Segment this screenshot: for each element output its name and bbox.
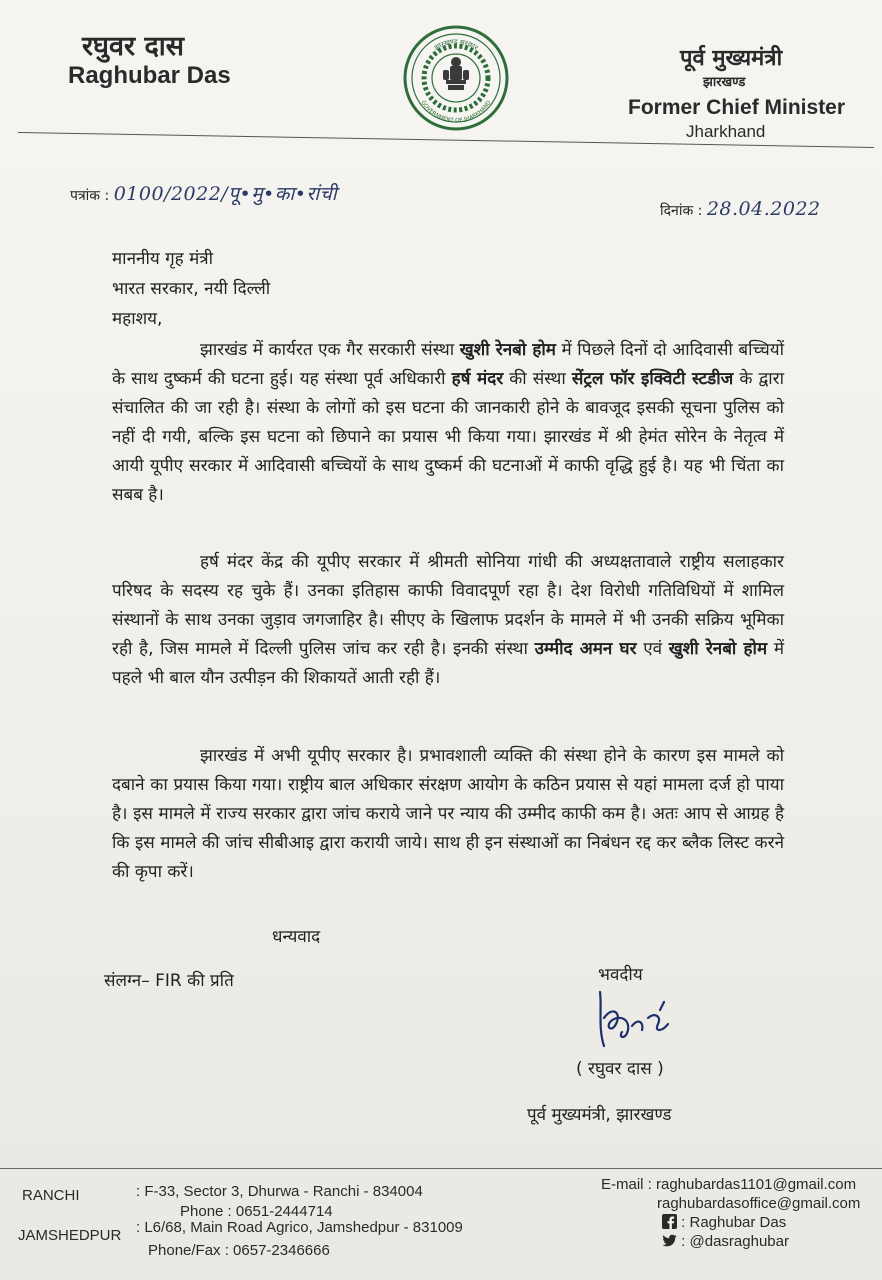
thanks-text: धन्यवाद [272,927,321,947]
jamshedpur-phone: Phone/Fax : 0657-2346666 [148,1242,330,1259]
ranchi-phone: Phone : 0651-2444714 [180,1203,333,1220]
reference-number: 0100/2022/पू•मु•का•रांची [113,183,338,205]
paragraph-text: झारखंड में अभी यूपीए सरकार है। प्रभावशाली व्यक्ति की संस्था होने के कारण इस मामले को दबाने का प्रयास किया गया। राष्ट्रीय बाल अधिकार संरक्षण आयोग के कठिन प्रयास से यहां मामला दर्ज हो पाया है। इस मामले में राज्य सरकार द्वारा जांच कराये जाने पर न्याय की उम्मीद काफी कम है। अतः आप से आग्रह है कि इस मामले की जांच सीबीआइ द्वारा करायी जाये। साथ ही इन संस्थाओं का निबंधन रद्द कर ब्लैक लिस्ट करने की कृपा करें। [112,746,784,882]
paragraph-text: हर्ष मंदर केंद्र की यूपीए सरकार में श्रीमती सोनिया गांधी की अध्यक्षतावाले राष्ट्रीय सलाहकार परिषद के सदस्य रह चुके हैं। उनका इतिहास काफी विवादपूर्ण रहा है। देश विरोधी गतिविधियों में शामिल संस्थानों के साथ उनका जुड़ाव जगजाहिर है। सीएए के खिलाफ प्रदर्शन के मामले में भी उनकी सक्रिय भूमिका रही है, जिस मामले में दिल्ली पुलिस जांच कर रही है। इनकी संस्था [112,552,784,659]
paragraph-text: में पहले भी बाल यौन उत्पीड़न की शिकायतें आती रही हैं। [112,639,784,688]
sender-name-hindi: रघुवर दास [82,31,185,62]
state-hindi: झारखण्ड [703,75,746,90]
body-paragraph-1 [112,336,784,510]
facebook-handle-row [662,1214,786,1231]
body-paragraph-2 [112,548,784,693]
date-line [660,198,821,220]
svg-text:झारखण्ड सरकार: झारखण्ड सरकार [432,37,480,53]
signer-designation: पूर्व मुख्यमंत्री, झारखण्ड [527,1105,672,1125]
signature-icon [588,988,698,1052]
recipient-line-1: माननीय गृह मंत्री [112,249,214,269]
jamshedpur-label: JAMSHEDPUR [18,1227,122,1244]
twitter-handle-row [662,1233,789,1250]
salutation: महाशय, [112,309,163,329]
email-primary: E-mail : raghubardas1101@gmail.com [601,1176,857,1193]
date-label: दिनांक : [660,203,703,219]
jharkhand-seal-icon [402,22,510,134]
facebook-handle: : Raghubar Das [681,1214,787,1231]
reference-label: पत्रांक : [70,188,110,204]
twitter-handle: : @dasraghubar [681,1233,789,1250]
reference-line [70,180,337,206]
email-secondary: raghubardasoffice@gmail.com [657,1195,861,1212]
bold-phrase: खुशी रेनबो होम [668,639,768,659]
yours-faithfully: भवदीय [598,965,643,985]
sender-name-english: Raghubar Das [68,62,231,89]
bold-phrase: खुशी रेनबो होम [459,340,556,360]
bold-phrase: हर्ष मंदर [451,369,504,389]
ranchi-address: : F-33, Sector 3, Dhurwa - Ranchi - 834004 [136,1183,423,1200]
paragraph-text: झारखंड में कार्यरत एक गैर सरकारी संस्था [200,340,460,360]
footer-divider [0,1168,882,1169]
twitter-icon [662,1233,677,1248]
bold-phrase: उम्मीद अमन घर [534,639,637,659]
paragraph-text: की संस्था [503,369,572,389]
signer-name: ( रघुवर दास ) [576,1059,664,1079]
bold-phrase: सेंट्रल फॉर इक्विटी स्टडीज [571,369,734,389]
title-english: Former Chief Minister [628,96,846,119]
svg-text:GOVERNMENT OF JHARKHAND: GOVERNMENT OF JHARKHAND [419,99,493,125]
paragraph-text: के द्वारा संचालित की जा रही है। संस्था के लोगों को इस घटना की जानकारी होने के बावजूद इसकी सूचना पुलिस को नहीं दी गयी, बल्कि इस घटना को छिपाने का प्रयास भी किया गया। झारखंड में श्री हेमंत सोरेन के नेतृत्व में आयी यूपीए सरकार में आदिवासी बच्चियों के साथ दुष्कर्म की घटनाओं में काफी वृद्धि हुई है। यह भी चिंता का सबब है। [112,369,784,505]
enclosure-note: संलग्न– FIR की प्रति [104,971,234,991]
paragraph-text: में पिछले दिनों दो आदिवासी बच्चियों के साथ दुष्कर्म की घटना हुई। यह संस्था पूर्व अधिकारी [112,340,785,389]
title-hindi: पूर्व मुख्यमंत्री [680,46,783,71]
ranchi-label: RANCHI [22,1187,80,1204]
body-paragraph-3 [112,742,784,887]
state-english: Jharkhand [686,122,766,141]
recipient-line-2: भारत सरकार, नयी दिल्ली [112,279,271,299]
facebook-icon [662,1214,677,1229]
paragraph-text: एवं [636,639,669,659]
date-value: 28.04.2022 [706,198,821,220]
jamshedpur-address: : L6/68, Main Road Agrico, Jamshedpur - 831009 [136,1219,463,1236]
